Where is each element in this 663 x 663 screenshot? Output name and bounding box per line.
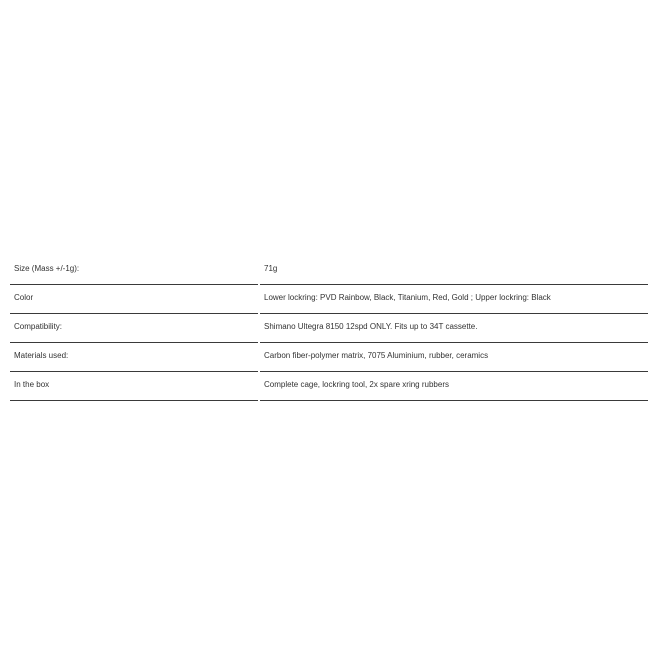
spec-value: 71g xyxy=(260,256,648,285)
spec-row-compatibility xyxy=(10,314,648,343)
spec-label: Materials used: xyxy=(10,343,258,372)
spec-table xyxy=(10,256,648,401)
spec-value: Complete cage, lockring tool, 2x spare xring rubbers xyxy=(260,372,648,401)
spec-value: Carbon fiber-polymer matrix, 7075 Aluminium, rubber, ceramics xyxy=(260,343,648,372)
spec-label: Color xyxy=(10,285,258,314)
spec-row-size xyxy=(10,256,648,285)
spec-label: In the box xyxy=(10,372,258,401)
spec-value: Lower lockring: PVD Rainbow, Black, Titanium, Red, Gold ; Upper lockring: Black xyxy=(260,285,648,314)
spec-row-in-the-box xyxy=(10,372,648,401)
spec-label: Compatibility: xyxy=(10,314,258,343)
spec-label: Size (Mass +/-1g): xyxy=(10,256,258,285)
spec-row-materials xyxy=(10,343,648,372)
spec-row-color xyxy=(10,285,648,314)
spec-value: Shimano Ultegra 8150 12spd ONLY. Fits up to 34T cassette. xyxy=(260,314,648,343)
